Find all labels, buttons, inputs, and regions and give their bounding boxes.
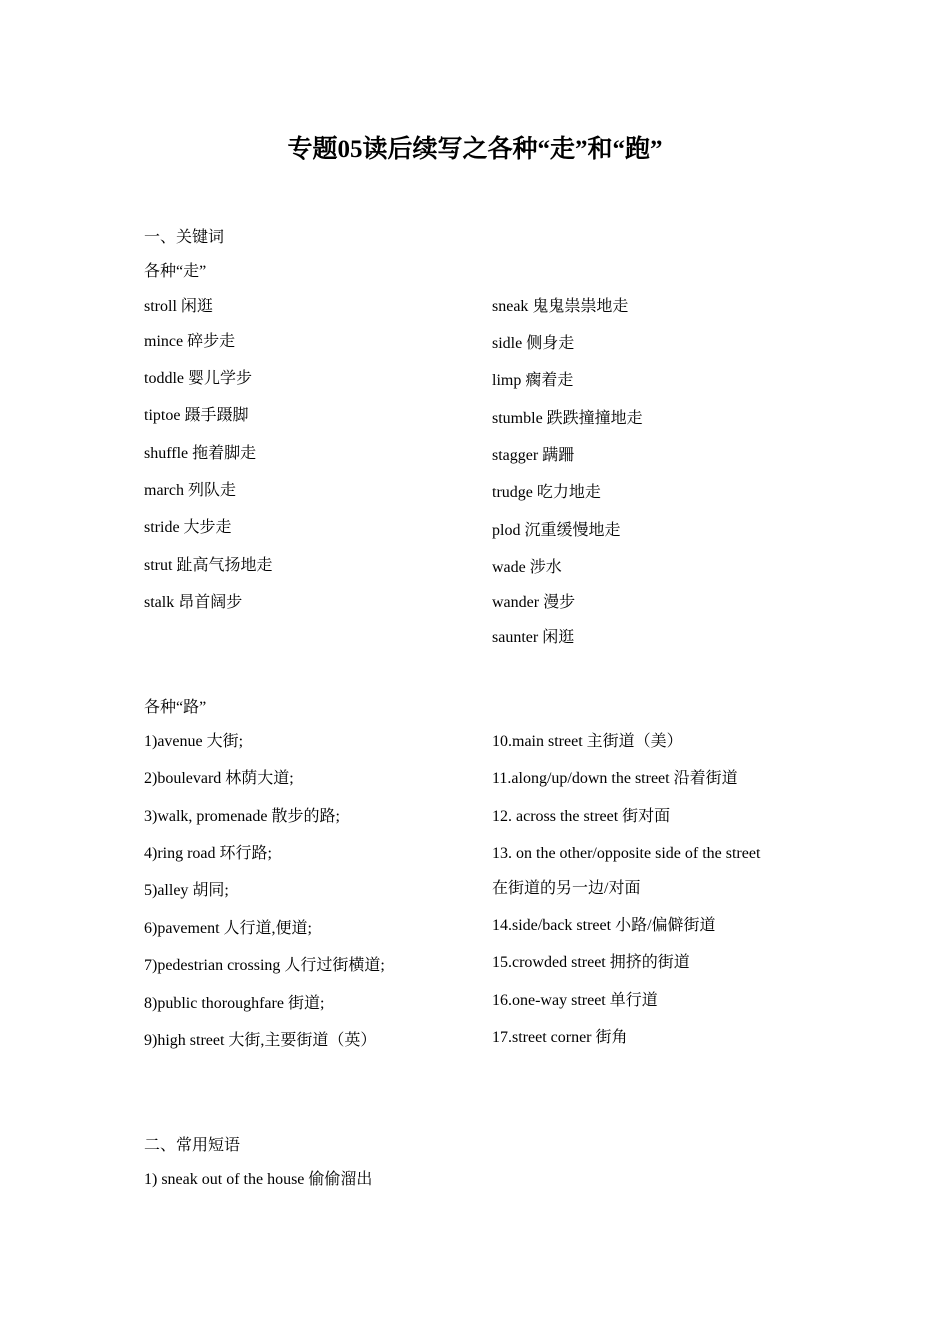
walk-word: tiptoe 蹑手蹑脚 <box>144 407 249 424</box>
walk-word: stalk 昂首阔步 <box>144 594 243 611</box>
walk-word: stagger 蹒跚 <box>492 447 575 464</box>
road-word: 2)boulevard 林荫大道; <box>144 770 294 787</box>
road-word: 4)ring road 环行路; <box>144 845 272 862</box>
walk-word: stride 大步走 <box>144 519 232 536</box>
walk-word: toddle 婴儿学步 <box>144 370 252 387</box>
walk-word: wade 涉水 <box>492 559 562 576</box>
road-word: 5)alley 胡同; <box>144 882 229 899</box>
road-word: 10.main street 主街道（美） <box>492 733 683 750</box>
road-word: 16.one-way street 单行道 <box>492 992 658 1009</box>
walk-word: limp 瘸着走 <box>492 372 574 389</box>
walk-word: sidle 侧身走 <box>492 335 575 352</box>
walk-word: wander 漫步 <box>492 594 576 611</box>
subheading-road: 各种“路” <box>144 699 207 716</box>
walk-word: sneak 鬼鬼祟祟地走 <box>492 298 629 315</box>
road-word: 14.side/back street 小路/偏僻街道 <box>492 917 716 934</box>
walk-word: march 列队走 <box>144 482 236 499</box>
phrase-item: 1) sneak out of the house 偷偷溜出 <box>144 1171 373 1188</box>
road-word: 3)walk, promenade 散步的路; <box>144 808 340 825</box>
road-word: 6)pavement 人行道,便道; <box>144 920 312 937</box>
walk-word: shuffle 拖着脚走 <box>144 445 257 462</box>
road-word: 1)avenue 大街; <box>144 733 244 750</box>
road-word: 13. on the other/opposite side of the street <box>492 845 761 862</box>
road-word: 7)pedestrian crossing 人行过街横道; <box>144 957 385 974</box>
section-heading-keywords: 一、关键词 <box>144 229 225 246</box>
road-word: 11.along/up/down the street 沿着街道 <box>492 770 738 787</box>
road-word: 15.crowded street 拥挤的街道 <box>492 954 690 971</box>
walk-word: strut 趾高气扬地走 <box>144 557 273 574</box>
walk-word: saunter 闲逛 <box>492 629 575 646</box>
road-word: 9)high street 大街,主要街道（英） <box>144 1032 377 1049</box>
road-word: 12. across the street 街对面 <box>492 808 671 825</box>
road-word-continuation: 在街道的另一边/对面 <box>492 880 641 897</box>
walk-word: trudge 吃力地走 <box>492 484 601 501</box>
walk-word: stumble 跌跌撞撞地走 <box>492 410 643 427</box>
walk-word: mince 碎步走 <box>144 333 236 350</box>
road-word: 8)public thoroughfare 街道; <box>144 995 325 1012</box>
section-heading-phrases: 二、常用短语 <box>144 1137 241 1154</box>
page-title: 专题05读后续写之各种“走”和“跑” <box>287 136 663 163</box>
walk-word: plod 沉重缓慢地走 <box>492 522 621 539</box>
walk-word: stroll 闲逛 <box>144 298 213 315</box>
subheading-walk: 各种“走” <box>144 263 207 280</box>
road-word: 17.street corner 街角 <box>492 1029 628 1046</box>
